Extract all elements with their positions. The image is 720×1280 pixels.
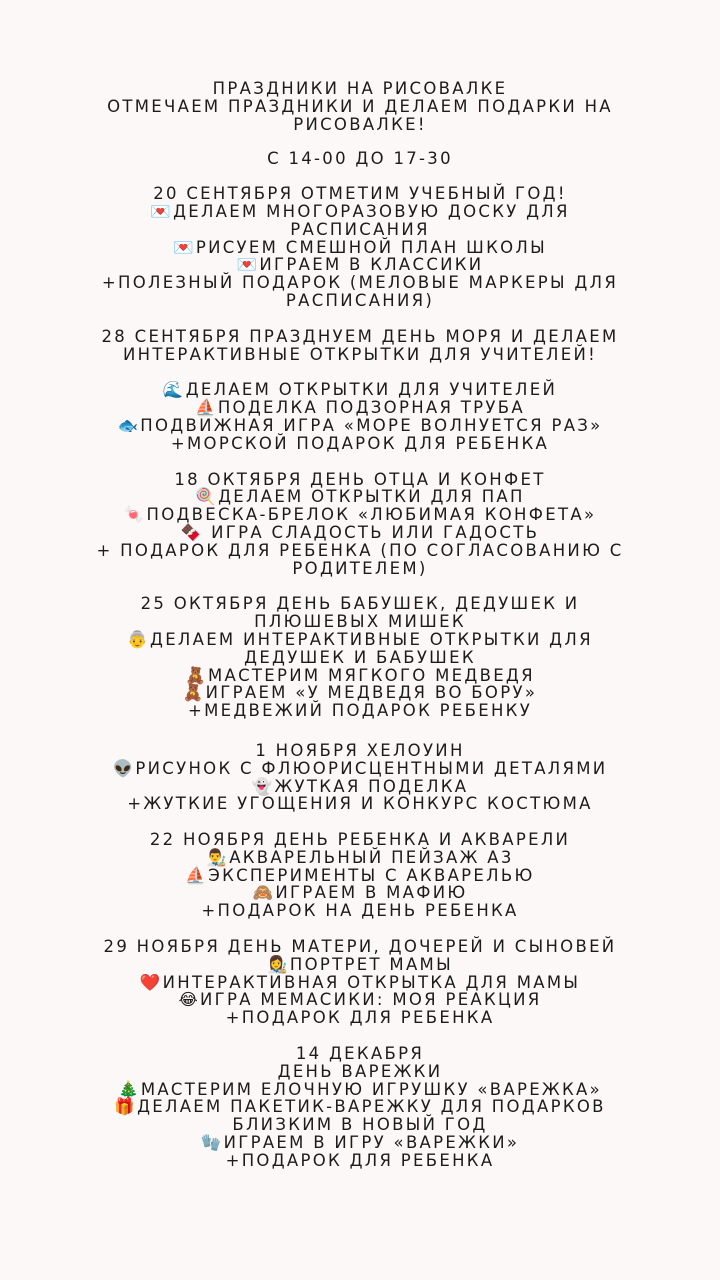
event-title: 1 НОЯБРЯ ХЕЛОУИН: [255, 740, 465, 760]
event-activity: 🙈ИГРАЕМ В МАФИЮ: [252, 883, 468, 903]
spacer: [40, 310, 680, 328]
spacer: [40, 577, 680, 595]
event-activity: 🎄МАСТЕРИМ ЕЛОЧНУЮ ИГРУШКУ «ВАРЕЖКА»: [117, 1079, 603, 1099]
event-activity: 💌ИГРАЕМ В КЛАССИКИ: [236, 255, 484, 275]
event-title: ИНТЕРАКТИВНЫЕ ОТКРЫТКИ ДЛЯ УЧИТЕЛЕЙ!: [122, 344, 598, 364]
event-activity: 🎁ДЕЛАЕМ ПАКЕТИК-ВАРЕЖКУ ДЛЯ ПОДАРКОВ: [114, 1097, 606, 1117]
event-activity: ⛵ПОДЕЛКА ПОДЗОРНАЯ ТРУБА: [194, 398, 525, 418]
event-activity: 🧤ИГРАЕМ В ИГРУ «ВАРЕЖКИ»: [200, 1133, 520, 1153]
spacer: [40, 1027, 680, 1045]
event-gift: +ПОДАРОК НА ДЕНЬ РЕБЕНКА: [201, 901, 519, 921]
event-title: ДЕНЬ ВАРЕЖКИ: [277, 1061, 443, 1081]
event-title: 20 СЕНТЯБРЯ ОТМЕТИМ УЧЕБНЫЙ ГОД!: [153, 184, 567, 204]
event-gift: РАСПИСАНИЯ): [285, 290, 435, 310]
event-activity: 🌊ДЕЛАЕМ ОТКРЫТКИ ДЛЯ УЧИТЕЛЕЙ: [162, 380, 558, 400]
spacer: [40, 813, 680, 831]
spacer: [40, 453, 680, 471]
event-activity: 👵ДЕЛАЕМ ИНТЕРАКТИВНЫЕ ОТКРЫТКИ ДЛЯ: [127, 629, 593, 649]
event-activity: РАСПИСАНИЯ: [290, 219, 430, 239]
event-activity: 👨‍🎨АКВАРЕЛЬНЫЙ ПЕЙЗАЖ А3: [206, 847, 514, 867]
time-info: С 14-00 ДО 17-30: [267, 149, 453, 169]
header-block: [40, 80, 680, 133]
event-activity: БЛИЗКИМ В НОВЫЙ ГОД: [232, 1115, 488, 1135]
event-title: 29 НОЯБРЯ ДЕНЬ МАТЕРИ, ДОЧЕРЕЙ И СЫНОВЕЙ: [103, 937, 617, 957]
subtitle-line: РИСОВАЛКЕ!: [293, 114, 427, 134]
event-activity: 🧸ИГРАЕМ «У МЕДВЕДЯ ВО БОРУ»: [182, 683, 538, 703]
event-sept-28: [40, 328, 680, 364]
spacer: [40, 168, 680, 185]
spacer: [40, 363, 680, 381]
event-gift: +ПОДАРОК ДЛЯ РЕБЕНКА: [225, 1008, 495, 1028]
event-title: 28 СЕНТЯБРЯ ПРАЗДНУЕМ ДЕНЬ МОРЯ И ДЕЛАЕМ: [101, 326, 619, 346]
event-activity: 😂ИГРА МЕМАСИКИ: МОЯ РЕАКЦИЯ: [178, 990, 542, 1010]
event-activity: 🍭ДЕЛАЕМ ОТКРЫТКИ ДЛЯ ПАП: [195, 487, 525, 507]
event-gift: РОДИТЕЛЕМ): [292, 558, 428, 578]
event-activity: ДЕДУШЕК И БАБУШЕК: [244, 647, 476, 667]
spacer: [40, 720, 680, 742]
event-gift: +МОРСКОЙ ПОДАРОК ДЛЯ РЕБЕНКА: [170, 433, 550, 453]
spacer: [40, 920, 680, 938]
event-nov-22: [40, 831, 680, 920]
event-activity: 🐟ПОДВИЖНАЯ ИГРА «МОРЕ ВОЛНУЕТСЯ РАЗ»: [117, 415, 603, 435]
event-gift: +ЖУТКИЕ УГОЩЕНИЯ И КОНКУРС КОСТЮМА: [127, 794, 593, 814]
spacer: [40, 133, 680, 150]
event-activity: 🍫 ИГРА СЛАДОСТЬ ИЛИ ГАДОСТЬ: [180, 522, 540, 542]
page-title: ПРАЗДНИКИ НА РИСОВАЛКЕ: [212, 79, 508, 98]
event-sept-28-activities: [40, 381, 680, 452]
event-activity: 👽РИСУНОК С ФЛЮОРИСЦЕНТНЫМИ ДЕТАЛЯМИ: [112, 758, 608, 778]
event-gift: +ПОЛЕЗНЫЙ ПОДАРОК (МЕЛОВЫЕ МАРКЕРЫ ДЛЯ: [101, 273, 619, 293]
event-activity: 💌ДЕЛАЕМ МНОГОРАЗОВУЮ ДОСКУ ДЛЯ: [150, 201, 570, 221]
subtitle-line: ОТМЕЧАЕМ ПРАЗДНИКИ И ДЕЛАЕМ ПОДАРКИ НА: [107, 96, 613, 116]
event-activity: 🧸МАСТЕРИМ МЯГКОГО МЕДВЕДЯ: [185, 665, 535, 685]
event-nov-29: [40, 938, 680, 1027]
event-activity: 🍬ПОДВЕСКА-БРЕЛОК «ЛЮБИМАЯ КОНФЕТА»: [123, 505, 597, 525]
event-gift: +МЕДВЕЖИЙ ПОДАРОК РЕБЕНКУ: [187, 701, 533, 721]
event-title: 22 НОЯБРЯ ДЕНЬ РЕБЕНКА И АКВАРЕЛИ: [149, 830, 571, 850]
event-activity: 👻ЖУТКАЯ ПОДЕЛКА: [251, 776, 469, 796]
event-title: 18 ОКТЯБРЯ ДЕНЬ ОТЦА И КОНФЕТ: [174, 469, 546, 489]
event-title: 14 ДЕКАБРЯ: [295, 1044, 425, 1064]
event-activity: 👩‍🎨ПОРТРЕТ МАМЫ: [267, 954, 453, 974]
event-nov-1: [40, 742, 680, 813]
event-dec-14: [40, 1045, 680, 1170]
schedule-text: [40, 80, 680, 1170]
event-oct-18: [40, 471, 680, 578]
event-title: 25 ОКТЯБРЯ ДЕНЬ БАБУШЕК, ДЕДУШЕК И: [140, 594, 580, 614]
event-activity: 💌РИСУЕМ СМЕШНОЙ ПЛАН ШКОЛЫ: [173, 237, 547, 257]
event-sept-20: [40, 185, 680, 310]
event-oct-25: [40, 595, 680, 720]
event-activity: ❤️ИНТЕРАКТИВНАЯ ОТКРЫТКА ДЛЯ МАМЫ: [139, 972, 581, 992]
event-activity: ⛵ЭКСПЕРИМЕНТЫ С АКВАРЕЛЬЮ: [185, 865, 535, 885]
event-gift: +ПОДАРОК ДЛЯ РЕБЕНКА: [225, 1150, 495, 1170]
event-title: ПЛЮШЕВЫХ МИШЕК: [254, 612, 466, 632]
event-gift: + ПОДАРОК ДЛЯ РЕБЕНКА (ПО СОГЛАСОВАНИЮ С: [96, 540, 624, 560]
